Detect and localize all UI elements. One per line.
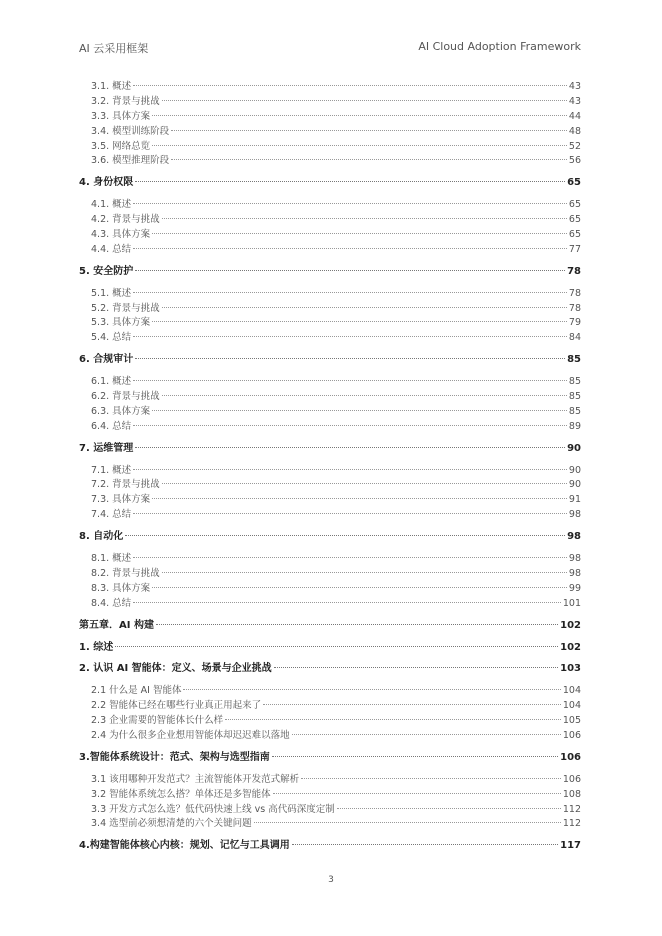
- toc-entry-title: 4.4. 总结: [91, 243, 132, 255]
- toc-entry-title: 7.1. 概述: [91, 464, 132, 476]
- toc-entry-page: 102: [560, 619, 581, 631]
- toc-entry-title: 3.6. 模型推理阶段: [91, 155, 170, 167]
- toc-section-entry[interactable]: [79, 619, 581, 634]
- toc-subsection-entry[interactable]: [79, 198, 581, 213]
- toc-entry-page: 90: [568, 479, 581, 491]
- dot-leader: [133, 469, 567, 470]
- toc-entry-title: 8.3. 具体方案: [91, 582, 151, 594]
- toc-entry-title: 5.4. 总结: [91, 332, 132, 344]
- toc-subsection-entry[interactable]: [79, 213, 581, 228]
- toc-entry-title: 3.4. 模型训练阶段: [91, 125, 170, 137]
- dot-leader: [133, 602, 561, 603]
- toc-subsection-entry[interactable]: [79, 788, 581, 803]
- toc-entry-title: 8.4. 总结: [91, 597, 132, 609]
- dot-leader: [292, 734, 561, 735]
- toc-section-entry[interactable]: [79, 641, 581, 656]
- dot-leader: [133, 292, 567, 293]
- toc-entry-title: 8.1. 概述: [91, 553, 132, 565]
- toc-section-entry[interactable]: [79, 662, 581, 677]
- toc-entry-title: 4.2. 背景与挑战: [91, 214, 160, 226]
- toc-subsection-entry[interactable]: [79, 508, 581, 523]
- dot-leader: [162, 218, 567, 219]
- toc-section-entry[interactable]: [79, 442, 581, 457]
- dot-leader: [152, 498, 567, 499]
- toc-entry-page: 98: [568, 553, 581, 565]
- toc-entry-page: 65: [568, 229, 581, 241]
- toc-entry-title: 4. 身份权限: [79, 177, 134, 189]
- toc-entry-title: 2.1 什么是 AI 智能体: [91, 685, 182, 697]
- toc-subsection-entry[interactable]: [79, 582, 581, 597]
- toc-entry-title: 7.4. 总结: [91, 509, 132, 521]
- toc-entry-page: 112: [562, 818, 581, 830]
- toc-subsection-entry[interactable]: [79, 773, 581, 788]
- dot-leader: [152, 115, 567, 116]
- toc-entry-page: 65: [568, 199, 581, 211]
- dot-leader: [337, 808, 561, 809]
- dot-leader: [162, 100, 567, 101]
- dot-leader: [152, 233, 567, 234]
- dot-leader: [272, 756, 558, 757]
- dot-leader: [133, 203, 567, 204]
- toc-subsection-entry[interactable]: [79, 699, 581, 714]
- toc-entry-page: 78: [568, 287, 581, 299]
- toc-entry-title: 2.4 为什么很多企业想用智能体却迟迟难以落地: [91, 729, 290, 741]
- toc-entry-title: 6.2. 背景与挑战: [91, 391, 160, 403]
- toc-entry-title: 3.4 选型前必须想清楚的六个关键问题: [91, 818, 252, 830]
- toc-entry-page: 104: [562, 700, 581, 712]
- toc-entry-page: 89: [568, 420, 581, 432]
- toc-entry-page: 106: [562, 773, 581, 785]
- toc-entry-page: 90: [567, 442, 581, 454]
- toc-entry-title: 3.2 智能体系统怎么搭？单体还是多智能体: [91, 788, 271, 800]
- toc-subsection-entry[interactable]: [79, 567, 581, 582]
- page-number: 3: [328, 875, 334, 885]
- toc-entry-page: 43: [568, 81, 581, 92]
- toc-subsection-entry[interactable]: [79, 464, 581, 479]
- toc-entry-title: 7.3. 具体方案: [91, 494, 151, 506]
- dot-leader: [152, 145, 567, 146]
- table-of-contents: [79, 80, 581, 854]
- toc-subsection-entry[interactable]: [79, 316, 581, 331]
- dot-leader: [156, 624, 558, 625]
- toc-entry-page: 104: [562, 685, 581, 697]
- dot-leader: [135, 447, 565, 448]
- toc-entry-page: 65: [567, 177, 581, 189]
- toc-entry-title: 3.1. 概述: [91, 81, 132, 92]
- toc-entry-page: 52: [568, 140, 581, 152]
- toc-entry-page: 79: [568, 317, 581, 329]
- toc-entry-page: 43: [568, 95, 581, 107]
- toc-subsection-entry[interactable]: [79, 80, 581, 95]
- toc-entry-page: 106: [562, 729, 581, 741]
- dot-leader: [133, 336, 567, 337]
- toc-subsection-entry[interactable]: [79, 228, 581, 243]
- toc-entry-title: 4.3. 具体方案: [91, 229, 151, 241]
- toc-entry-page: 78: [567, 265, 581, 277]
- toc-section-entry[interactable]: [79, 839, 581, 854]
- dot-leader: [292, 844, 558, 845]
- toc-subsection-entry[interactable]: [79, 803, 581, 818]
- dot-leader: [301, 778, 561, 779]
- toc-subsection-entry[interactable]: [79, 95, 581, 110]
- toc-entry-title: 5.1. 概述: [91, 287, 132, 299]
- toc-entry-title: 8. 自动化: [79, 531, 124, 543]
- toc-subsection-entry[interactable]: [79, 493, 581, 508]
- toc-subsection-entry[interactable]: [79, 552, 581, 567]
- toc-entry-page: 105: [562, 715, 581, 727]
- toc-entry-page: 99: [568, 582, 581, 594]
- toc-section-entry[interactable]: [79, 751, 581, 766]
- dot-leader: [152, 587, 567, 588]
- toc-entry-page: 98: [568, 509, 581, 521]
- toc-entry-page: 65: [568, 214, 581, 226]
- toc-subsection-entry[interactable]: [79, 478, 581, 493]
- dot-leader: [133, 557, 567, 558]
- dot-leader: [254, 822, 561, 823]
- toc-entry-title: 第五章．AI 构建: [79, 619, 154, 631]
- toc-subsection-entry[interactable]: [79, 390, 581, 405]
- toc-entry-page: 85: [568, 391, 581, 403]
- toc-subsection-entry[interactable]: [79, 684, 581, 699]
- toc-entry-page: 117: [560, 840, 581, 852]
- toc-entry-page: 48: [568, 125, 581, 137]
- toc-entry-title: 2.3 企业需要的智能体长什么样: [91, 715, 224, 727]
- toc-entry-page: 98: [568, 567, 581, 579]
- toc-entry-page: 77: [568, 243, 581, 255]
- toc-entry-title: 3.智能体系统设计：范式、架构与选型指南: [79, 751, 270, 763]
- toc-subsection-entry[interactable]: [79, 125, 581, 140]
- toc-subsection-entry[interactable]: [79, 420, 581, 435]
- toc-entry-title: 5.3. 具体方案: [91, 317, 151, 329]
- dot-leader: [183, 689, 560, 690]
- toc-entry-page: 112: [562, 803, 581, 815]
- dot-leader: [133, 380, 567, 381]
- toc-section-entry[interactable]: [79, 176, 581, 191]
- toc-subsection-entry[interactable]: [79, 140, 581, 155]
- toc-section-entry[interactable]: [79, 530, 581, 545]
- toc-entry-page: 102: [560, 641, 581, 653]
- dot-leader: [162, 395, 567, 396]
- toc-subsection-entry[interactable]: [79, 302, 581, 317]
- dot-leader: [225, 719, 561, 720]
- dot-leader: [135, 270, 565, 271]
- toc-entry-page: 108: [562, 788, 581, 800]
- dot-leader: [162, 307, 567, 308]
- toc-entry-page: 98: [567, 531, 581, 543]
- dot-leader: [125, 535, 565, 536]
- toc-entry-page: 84: [568, 332, 581, 344]
- toc-subsection-entry[interactable]: [79, 597, 581, 612]
- dot-leader: [162, 483, 567, 484]
- dot-leader: [115, 646, 558, 647]
- dot-leader: [152, 410, 567, 411]
- toc-entry-title: 3.2. 背景与挑战: [91, 95, 160, 107]
- toc-entry-title: 3.5. 网络总览: [91, 140, 151, 152]
- dot-leader: [274, 667, 558, 668]
- toc-subsection-entry[interactable]: [79, 375, 581, 390]
- toc-entry-title: 6.3. 具体方案: [91, 405, 151, 417]
- dot-leader: [135, 181, 565, 182]
- toc-entry-page: 56: [568, 155, 581, 167]
- toc-entry-title: 3.3 开发方式怎么选？低代码快速上线 vs 高代码深度定制: [91, 803, 335, 815]
- toc-entry-title: 6.1. 概述: [91, 376, 132, 388]
- toc-entry-title: 4.1. 概述: [91, 199, 132, 211]
- toc-subsection-entry[interactable]: [79, 287, 581, 302]
- toc-entry-title: 7. 运维管理: [79, 442, 134, 454]
- dot-leader: [263, 704, 561, 705]
- toc-entry-page: 106: [560, 751, 581, 763]
- toc-subsection-entry[interactable]: [79, 729, 581, 744]
- header-title-zh: AI 云采用框架: [79, 42, 149, 55]
- toc-entry-title: 8.2. 背景与挑战: [91, 567, 160, 579]
- toc-entry-page: 91: [568, 494, 581, 506]
- toc-entry-title: 3.3. 具体方案: [91, 110, 151, 122]
- dot-leader: [273, 793, 561, 794]
- toc-section-entry[interactable]: [79, 353, 581, 368]
- dot-leader: [133, 85, 567, 86]
- dot-leader: [135, 358, 565, 359]
- toc-entry-page: 44: [568, 110, 581, 122]
- toc-entry-title: 6. 合规审计: [79, 354, 134, 366]
- toc-entry-title: 6.4. 总结: [91, 420, 132, 432]
- dot-leader: [133, 513, 567, 514]
- toc-section-entry[interactable]: [79, 265, 581, 280]
- toc-subsection-entry[interactable]: [79, 817, 581, 832]
- toc-subsection-entry[interactable]: [79, 110, 581, 125]
- toc-entry-page: 85: [568, 376, 581, 388]
- toc-entry-page: 101: [562, 597, 581, 609]
- toc-subsection-entry[interactable]: [79, 243, 581, 258]
- toc-entry-page: 103: [560, 663, 581, 675]
- toc-subsection-entry[interactable]: [79, 714, 581, 729]
- toc-entry-page: 90: [568, 464, 581, 476]
- toc-subsection-entry[interactable]: [79, 405, 581, 420]
- dot-leader: [171, 159, 567, 160]
- toc-entry-title: 2. 认识 AI 智能体：定义、场景与企业挑战: [79, 663, 272, 675]
- header-title-en: AI Cloud Adoption Framework: [418, 40, 581, 53]
- dot-leader: [133, 248, 567, 249]
- toc-entry-page: 78: [568, 302, 581, 314]
- dot-leader: [162, 572, 567, 573]
- toc-entry-page: 85: [567, 354, 581, 366]
- dot-leader: [171, 130, 567, 131]
- toc-entry-title: 3.1 该用哪种开发范式？主流智能体开发范式解析: [91, 773, 300, 785]
- toc-entry-title: 5. 安全防护: [79, 265, 134, 277]
- toc-subsection-entry[interactable]: [79, 154, 581, 169]
- toc-entry-title: 1. 综述: [79, 641, 114, 653]
- dot-leader: [152, 321, 567, 322]
- toc-entry-page: 85: [568, 405, 581, 417]
- toc-entry-title: 4.构建智能体核心内核：规划、记忆与工具调用: [79, 840, 290, 852]
- toc-entry-title: 5.2. 背景与挑战: [91, 302, 160, 314]
- toc-subsection-entry[interactable]: [79, 331, 581, 346]
- toc-entry-title: 2.2 智能体已经在哪些行业真正用起来了: [91, 700, 262, 712]
- dot-leader: [133, 425, 567, 426]
- toc-entry-title: 7.2. 背景与挑战: [91, 479, 160, 491]
